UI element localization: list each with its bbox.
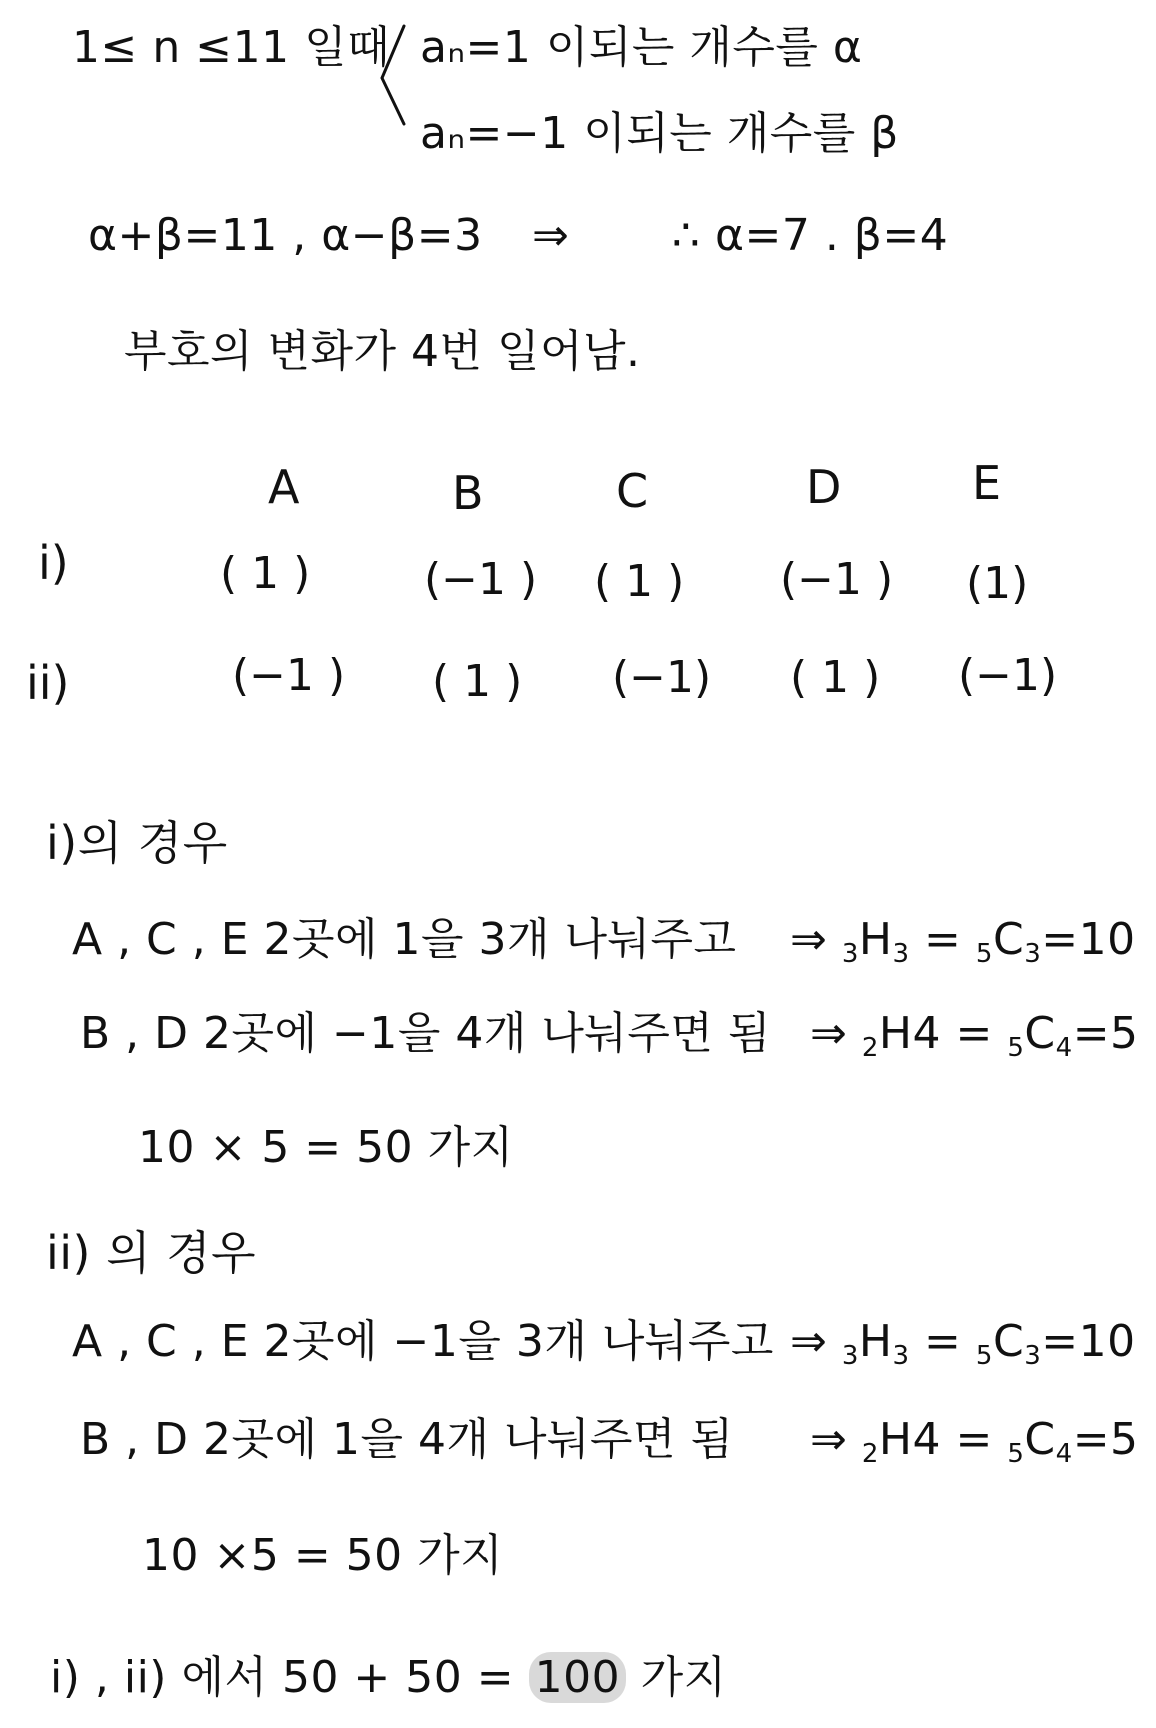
h-symbol: H4: [878, 1414, 942, 1465]
equals: =: [909, 1316, 976, 1367]
c-prefix: 5: [1007, 1439, 1025, 1469]
header-a: A: [268, 460, 300, 514]
implies-arrow: ⇒: [532, 210, 570, 261]
result-value: =5: [1072, 1414, 1139, 1465]
conclusion: [50, 1652, 727, 1703]
c-symbol: C: [1024, 1414, 1056, 1465]
equals: =: [909, 914, 976, 965]
c-symbol: C: [1024, 1008, 1056, 1059]
case1-line-b-formula: [810, 1008, 1139, 1063]
row-label-i: i): [38, 536, 69, 590]
case1-line-a-formula: [790, 914, 1136, 969]
c-prefix: 5: [975, 1341, 993, 1371]
header-e: E: [972, 456, 1002, 510]
h-prefix: 2: [861, 1033, 879, 1063]
header-d: D: [806, 460, 842, 514]
c-prefix: 5: [975, 939, 993, 969]
result-value: =5: [1072, 1008, 1139, 1059]
c-symbol: C: [992, 1316, 1025, 1367]
row-label-ii: ii): [26, 656, 70, 710]
result-value: =10: [1041, 914, 1136, 965]
case1-line-a: [72, 914, 737, 965]
h-subscript: 3: [892, 939, 910, 969]
cell-i-b: (−1 ): [424, 554, 538, 605]
arrow: ⇒: [810, 1414, 848, 1465]
conclusion-prefix: i) , ii) 에서 50 + 50 =: [50, 1652, 515, 1703]
case1-title: i)의 경우: [46, 816, 228, 870]
cell-i-a: ( 1 ): [220, 548, 311, 599]
h-symbol: H: [858, 1316, 893, 1367]
cell-i-c: ( 1 ): [594, 556, 685, 607]
h-subscript: 3: [892, 1341, 910, 1371]
c-subscript: 4: [1055, 1439, 1073, 1469]
case1-line-b-text: B , D 2곳에 −1을 4개 나눠주면 됨: [80, 1008, 771, 1059]
c-subscript: 4: [1055, 1033, 1073, 1063]
beta-definition: aₙ=−1 이되는 개수를 β: [420, 108, 899, 159]
equals: =: [941, 1008, 1008, 1059]
cell-ii-d: ( 1 ): [790, 652, 881, 703]
result-value: =10: [1041, 1316, 1136, 1367]
case1-line-a-text: A , C , E 2곳에 1을 3개 나눠주고: [72, 914, 737, 965]
cell-ii-e: (−1): [958, 650, 1058, 701]
header-b: B: [452, 466, 484, 520]
case2-line-b-text: B , D 2곳에 1을 4개 나눠주면 됨: [80, 1414, 734, 1465]
case1-result: 10 × 5 = 50 가지: [138, 1122, 514, 1173]
h-prefix: 3: [841, 1341, 859, 1371]
h-symbol: H: [858, 914, 893, 965]
c-subscript: 3: [1024, 1341, 1042, 1371]
c-subscript: 3: [1024, 939, 1042, 969]
range-condition: 1≤ n ≤11 일때: [72, 22, 391, 73]
final-answer: 100: [529, 1652, 626, 1703]
h-symbol: H4: [878, 1008, 942, 1059]
case2-line-b: [80, 1414, 734, 1465]
arrow: ⇒: [810, 1008, 848, 1059]
arrow: ⇒: [790, 1316, 828, 1367]
cell-ii-c: (−1): [612, 652, 712, 703]
case1-line-b: [80, 1008, 771, 1059]
case2-line-a-text: A , C , E 2곳에 −1을 3개 나눠주고: [72, 1316, 774, 1367]
case2-line-a-formula: [790, 1316, 1136, 1371]
case2-line-b-formula: [810, 1414, 1139, 1469]
sign-change-note: 부호의 변화가 4번 일어남.: [124, 326, 641, 377]
cell-ii-a: (−1 ): [232, 650, 346, 701]
cell-i-e: (1): [966, 558, 1029, 609]
h-prefix: 2: [861, 1439, 879, 1469]
conclusion-suffix: 가지: [640, 1652, 727, 1703]
equals: =: [941, 1414, 1008, 1465]
c-symbol: C: [992, 914, 1025, 965]
c-prefix: 5: [1007, 1033, 1025, 1063]
case2-result: 10 ×5 = 50 가지: [142, 1530, 504, 1581]
equations: α+β=11 , α−β=3: [88, 210, 483, 261]
case2-title: ii) 의 경우: [46, 1226, 257, 1280]
cell-ii-b: ( 1 ): [432, 656, 523, 707]
h-prefix: 3: [841, 939, 859, 969]
case2-line-a: [72, 1316, 774, 1367]
alpha-definition: aₙ=1 이되는 개수를 α: [420, 22, 863, 73]
arrow: ⇒: [790, 914, 828, 965]
header-c: C: [616, 464, 649, 518]
cell-i-d: (−1 ): [780, 554, 894, 605]
solution-values: ∴ α=7 . β=4: [672, 210, 949, 261]
brace-icon: [370, 20, 410, 130]
